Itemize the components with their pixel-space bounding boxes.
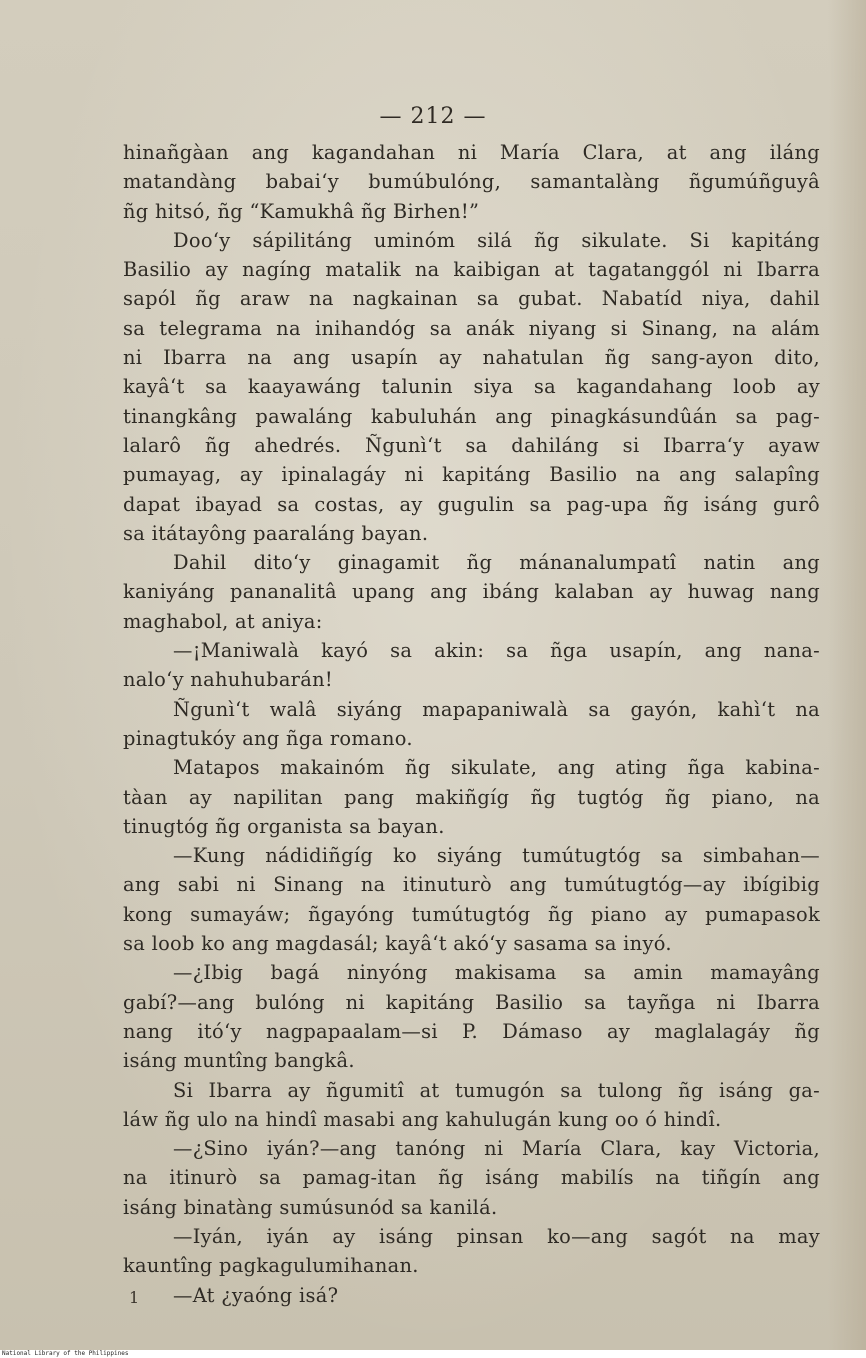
text-line: isáng binatàng sumúsunód sa kanilá. xyxy=(123,1195,498,1219)
footer-bar xyxy=(0,1350,866,1358)
text-line: pinagtukóy ang ñga romano. xyxy=(123,726,413,750)
text-line: —Iyán, iyán ay isáng pinsan ko—ang sagót na may xyxy=(173,1224,820,1248)
paragraph xyxy=(123,548,820,636)
text-line: tàan ay napilitan pang makiñgíg ñg tugtóg ñg piano, na xyxy=(123,785,820,809)
text-line: —At ¿yaóng isá? xyxy=(173,1283,339,1307)
text-line: kauntîng pagkagulumihanan. xyxy=(123,1254,419,1278)
paragraph xyxy=(123,753,820,841)
text-line: sa loob ko ang magdasál; kayâ‘t akó‘y sasama sa inyó. xyxy=(123,932,672,956)
text-line: ñg hitsó, ñg “Kamukhâ ñg Birhen!” xyxy=(123,199,480,223)
paragraph xyxy=(123,841,820,958)
text-line: Matapos makainóm ñg sikulate, ang ating ñga kabina- xyxy=(173,756,820,780)
text-line: hinañgàan ang kagandahan ni María Clara, at ang iláng xyxy=(123,141,820,164)
text-line: ang sabi ni Sinang na itinuturò ang tumútugtóg—ay ibígibig xyxy=(123,873,820,897)
text-line: kong sumayáw; ñgayóng tumútugtóg ñg piano ay pumapasok xyxy=(123,902,820,926)
text-line: matandàng babai‘y bumúbulóng, samantalàng ñgumúñguyâ xyxy=(123,170,820,194)
text-line: nang itó‘y nagpapaalam—si P. Dámaso ay maglalagáy ñg xyxy=(123,1019,820,1043)
text-line: gabí?—ang bulóng ni kapitáng Basilio sa tayñga ni Ibarra xyxy=(123,990,820,1014)
text-line: —¡Maniwalà kayó sa akin: sa ñga usapín, ang nana- xyxy=(173,639,820,663)
text-line: —¿Ibig bagá ninyóng makisama sa amin mamayâng xyxy=(173,961,820,985)
text-line: Si Ibarra ay ñgumitî at tumugón sa tulong ñg isáng ga- xyxy=(173,1078,820,1102)
text-line: tinugtóg ñg organista sa bayan. xyxy=(123,814,445,838)
paragraph xyxy=(123,1076,820,1135)
text-line: kayâ‘t sa kaayawáng talunin siya sa kagandahang loob ay xyxy=(123,375,820,399)
text-line: Basilio ay nagíng matalik na kaibigan at tagatanggól ni Ibarra xyxy=(123,258,820,282)
paragraph xyxy=(123,226,820,548)
text-line: na itinurò sa pamag-itan ñg isáng mabilís na tiñgín ang xyxy=(123,1166,820,1190)
paragraph xyxy=(123,1281,820,1310)
body-text xyxy=(123,138,820,1310)
text-line: pumayag, ay ipinalagáy ni kapitáng Basilio na ang salapîng xyxy=(123,463,820,487)
text-line: lalarô ñg ahedrés. Ñgunì‘t sa dahiláng si Ibarra‘y ayaw xyxy=(123,433,820,457)
footer-credit: National Library of the Philippines xyxy=(2,1350,129,1357)
paragraph xyxy=(123,1222,820,1281)
text-line: —¿Sino iyán?—ang tanóng ni María Clara, kay Victoria, xyxy=(173,1137,820,1161)
paragraph xyxy=(123,1134,820,1222)
text-line: Ñgunì‘t walâ siyáng mapapaniwalà sa gayón, kahì‘t na xyxy=(173,697,820,721)
text-line: isáng muntîng bangkâ. xyxy=(123,1049,355,1073)
text-line: Doo‘y sápilitáng uminóm silá ñg sikulate. Si kapitáng xyxy=(173,228,820,252)
text-line: Dahil dito‘y ginagamit ñg mánanalumpatî natin ang xyxy=(173,551,820,575)
text-line: sapól ñg araw na nagkainan sa gubat. Nabatíd niya, dahil xyxy=(123,287,820,311)
page-number: — 212 — xyxy=(379,104,487,129)
text-line: —Kung nádidiñgíg ko siyáng tumútugtóg sa simbahan— xyxy=(173,844,820,868)
text-line: dapat ibayad sa costas, ay gugulin sa pag-upa ñg isáng gurô xyxy=(123,492,820,516)
margin-mark: 1 xyxy=(129,1288,140,1307)
text-line: sa itátayông paaraláng bayan. xyxy=(123,521,429,545)
paragraph xyxy=(123,636,820,695)
text-line: maghabol, at aniya: xyxy=(123,609,323,633)
text-line: nalo‘y nahuhubarán! xyxy=(123,668,333,692)
text-line: láw ñg ulo na hindî masabi ang kahulugán kung oo ó hindî. xyxy=(123,1107,722,1131)
text-line: kaniyáng pananalitâ upang ang ibáng kalaban ay huwag nang xyxy=(123,580,820,604)
text-line: ni Ibarra na ang usapín ay nahatulan ñg sang-ayon dito, xyxy=(123,346,820,370)
text-line: tinangkâng pawaláng kabuluhán ang pinagkásundûán sa pag- xyxy=(123,404,820,428)
paragraph xyxy=(123,958,820,1075)
paragraph xyxy=(123,138,820,226)
text-line: sa telegrama na inihandóg sa anák niyang si Sinang, na alám xyxy=(123,316,820,340)
paragraph xyxy=(123,695,820,754)
